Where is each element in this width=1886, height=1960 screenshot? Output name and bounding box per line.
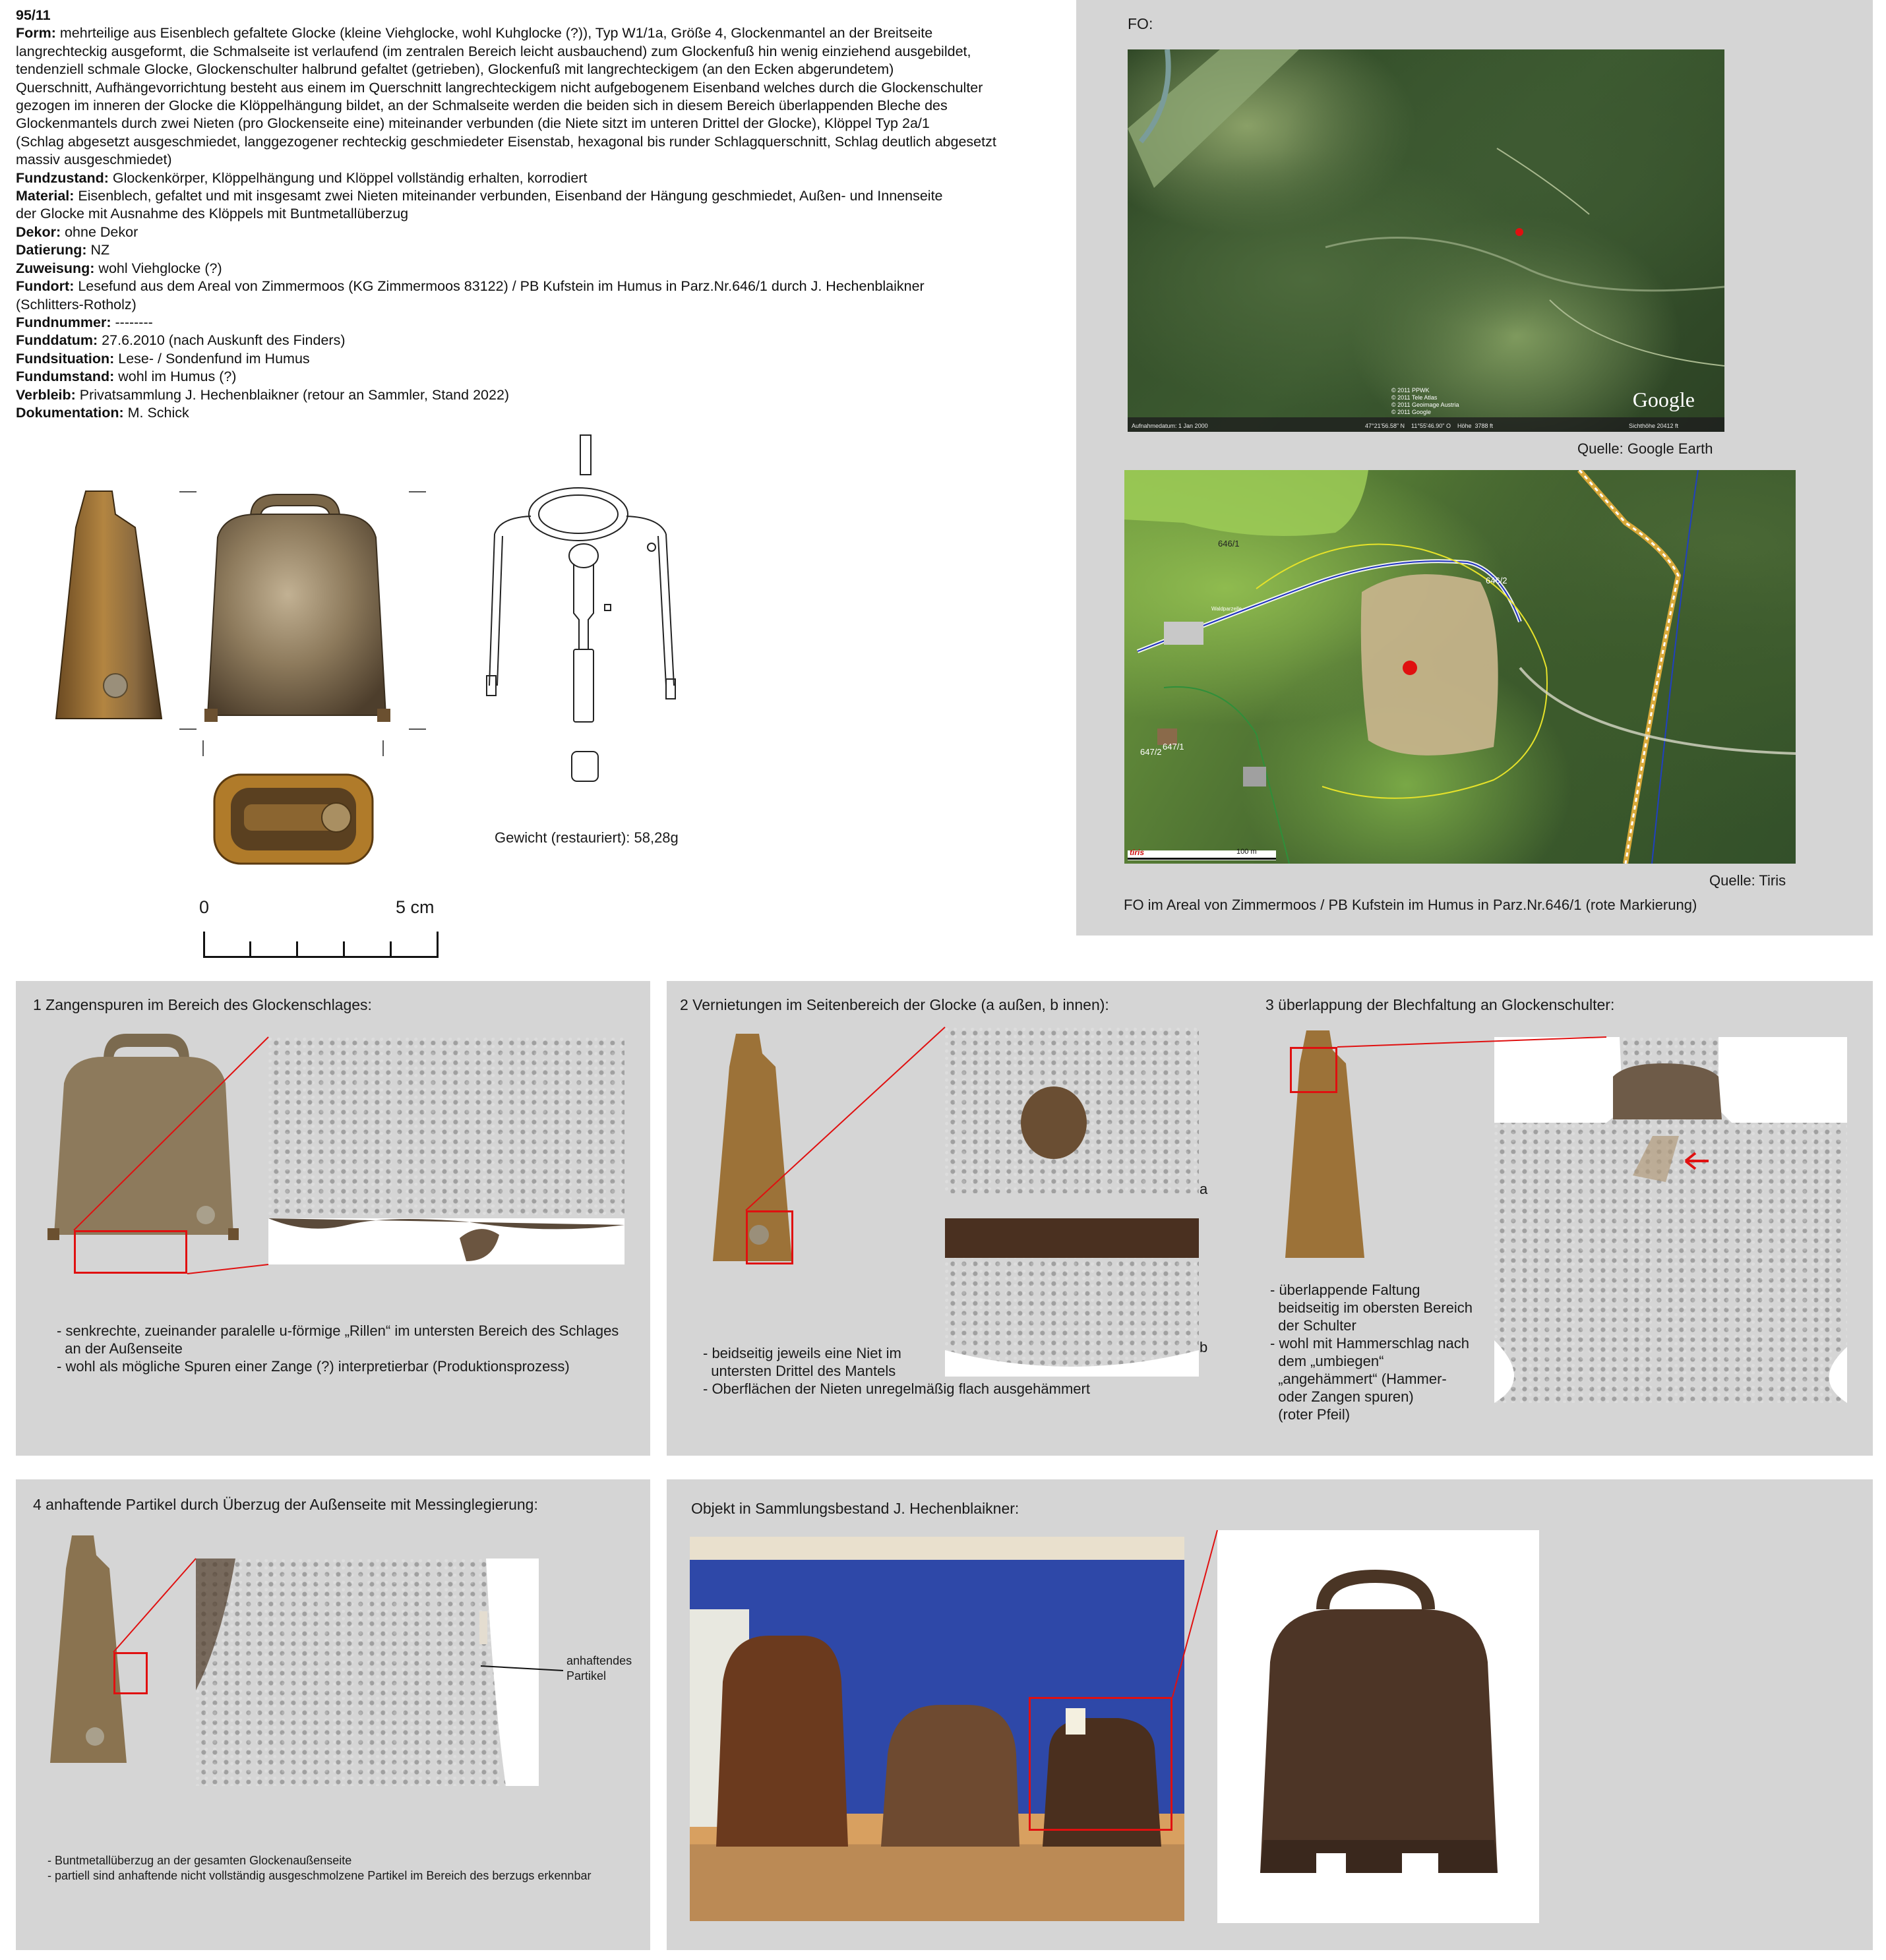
tiris-label-6472: 647/2 — [1140, 747, 1162, 757]
field-label: Material: — [16, 188, 75, 204]
panel-2-label-b: b — [1200, 1339, 1208, 1355]
find-spot-marker-tiris — [1403, 661, 1417, 675]
weight-label: Gewicht (restauriert): 58,28g — [495, 829, 679, 846]
description-line — [16, 241, 1071, 259]
field-value: Querschnitt, Aufhängevorrichtung besteht aus einem im Querschnitt langrechteckigem nicht aufgebogenem Eisenband welches durch die Glockenschulter — [16, 79, 983, 96]
panel-5-highlight-box — [1029, 1697, 1172, 1831]
description-line — [16, 133, 1071, 151]
panel-4-particles — [16, 1479, 650, 1950]
description-line — [16, 97, 1071, 115]
fo-caption: FO im Areal von Zimmermoos / PB Kufstein im Humus in Parz.Nr.646/1 (rote Markierung) — [1124, 897, 1697, 913]
description-line — [16, 332, 1071, 349]
field-value: -------- — [111, 314, 153, 330]
google-status-mid: 47°21'56.58" N 11°55'46.90" O Höhe 3788 ft — [1365, 423, 1493, 429]
fo-panel — [1076, 0, 1873, 935]
bell-front-view-photo — [198, 491, 396, 742]
bell-bottom-view-photo — [204, 765, 382, 874]
panel-4-notes: - Buntmetallüberzug an der gesamten Glockenaußenseite - partiell sind anhaftende nicht vollständig ausgeschmolzene Partikel im Bereich des berzugs erkennbar — [47, 1854, 592, 1882]
field-value: Eisenblech, gefaltet und mit insgesamt zwei Nieten miteinander verbunden, Eisenband der Hängung geschmiedet, Außen- und Innenseite — [74, 188, 943, 204]
field-value: ohne Dekor — [61, 223, 138, 240]
field-label: Fundort: — [16, 278, 75, 295]
description-line — [16, 205, 1071, 223]
field-value: M. Schick — [123, 404, 189, 421]
field-value: massiv ausgeschmiedet) — [16, 152, 172, 168]
scale-zero-label: 0 — [199, 897, 210, 917]
panel-2-heading: 2 Vernietungen im Seitenbereich der Glocke (a außen, b innen): — [680, 996, 1109, 1013]
field-value: Glockenkörper, Klöppelhängung und Klöppel vollständig erhalten, korrodiert — [108, 169, 588, 186]
field-value: Lese- / Sondenfund im Humus — [114, 350, 310, 367]
panel-2-notes: - beidseitig jeweils eine Niet im untersten Drittel des Mantels - Oberflächen der Nieten unregelmäßig flach ausgehämmert — [703, 1345, 1090, 1397]
tiris-map — [1124, 470, 1796, 864]
tiris-label-6461: 646/1 — [1218, 539, 1240, 549]
field-value: Privatsammlung J. Hechenblaikner (retour an Sammler, Stand 2022) — [75, 386, 510, 403]
panel-1-pliers-marks — [16, 981, 650, 1456]
field-value: (Schlitters-Rotholz) — [16, 296, 137, 312]
google-earth-map — [1128, 49, 1724, 432]
description-line — [16, 223, 1071, 241]
panel-3-highlight-box — [1290, 1047, 1337, 1093]
google-status-left: Aufnahmedatum: 1 Jan 2000 — [1132, 423, 1208, 429]
panel-5-heading: Objekt in Sammlungsbestand J. Hechenblaikner: — [691, 1500, 1019, 1517]
field-label: Dekor: — [16, 223, 61, 240]
tiris-logo: tiris — [1130, 848, 1145, 857]
field-value: der Glocke mit Ausnahme des Klöppels mit Buntmetallüberzug — [16, 206, 409, 222]
google-copyright: © 2011 PPWK © 2011 Tele Atlas © 2011 Geoimage Austria © 2011 Google — [1391, 387, 1459, 415]
panel-3-heading: 3 überlappung der Blechfaltung an Glockenschulter: — [1265, 996, 1615, 1013]
field-label: Funddatum: — [16, 332, 98, 349]
tiris-label-waldparzelle: Waldparzelle — [1211, 606, 1242, 612]
panel-1-detail-photo — [268, 1037, 624, 1264]
panel-3-overlap — [1250, 981, 1873, 1456]
description-line — [16, 61, 1071, 78]
description-line — [16, 115, 1071, 133]
panel-1-notes: - senkrechte, zueinander paralelle u-förmige „Rillen“ im untersten Bereich des Schlages an der Außenseite - wohl als mögliche Spuren einer Zange (?) interpretierbar (Produktionsprozess) — [57, 1322, 619, 1375]
object-id: 95/11 — [16, 7, 51, 23]
scale-five-label: 5 cm — [396, 897, 435, 917]
collection-bell-closeup-photo — [1217, 1530, 1539, 1923]
panel-2-highlight-box — [746, 1210, 793, 1264]
description-line — [16, 43, 1071, 61]
field-label: Datierung: — [16, 242, 87, 258]
description-line — [16, 314, 1071, 332]
field-label: Fundnummer: — [16, 314, 111, 330]
field-value: gezogen im inneren der Glocke die Klöppelhängung bildet, an der Schmalseite werden die beiden sich in diesem Bereich überlappenden Bleche des — [16, 98, 948, 114]
field-value: mehrteilige aus Eisenblech gefaltete Glocke (kleine Viehglocke, wohl Kuhglocke (?)), Typ W1/1a, Größe 4, Glockenmantel an der Breitseite — [55, 25, 933, 42]
panel-1-heading: 1 Zangenspuren im Bereich des Glockenschlages: — [33, 996, 372, 1013]
description-line — [16, 260, 1071, 278]
tiris-scale-label: 100 m — [1236, 848, 1257, 856]
panel-5-collection — [667, 1479, 1873, 1950]
source-google: Quelle: Google Earth — [1577, 440, 1713, 457]
panel-2-label-a: a — [1200, 1181, 1208, 1197]
description-line — [16, 404, 1071, 422]
description-line — [16, 386, 1071, 404]
panel-3-notes: - überlappende Faltung beidseitig im obersten Bereich der Schulter - wohl mit Hammerschlag nach dem „umbiegen“ „angehämmert“ (Hammer- oder Zangen spuren) (roter Pfeil) — [1270, 1282, 1473, 1423]
field-value: wohl im Humus (?) — [114, 369, 237, 385]
bell-side-view-photo — [49, 488, 168, 732]
field-value: Glockenmantels durch zwei Nieten (pro Glockenseite eine) miteinander verbunden (die Niete sitzt im unteren Drittel der Glocke), Klöppel Typ 2a/1 — [16, 115, 930, 132]
description-line — [16, 278, 1071, 295]
field-label: Fundzustand: — [16, 169, 109, 186]
field-label: Dokumentation: — [16, 404, 124, 421]
panel-4-heading: 4 anhaftende Partikel durch Überzug der Außenseite mit Messinglegierung: — [33, 1496, 538, 1513]
find-spot-marker — [1515, 228, 1523, 236]
object-description — [16, 7, 1071, 422]
field-label: Zuweisung: — [16, 260, 95, 276]
field-label: Verbleib: — [16, 386, 76, 403]
panel-4-bell-side-photo — [42, 1532, 135, 1769]
panel-3-detail-photo — [1494, 1037, 1847, 1403]
panel-2-detail-a-photo — [945, 1027, 1199, 1193]
field-value: wohl Viehglocke (?) — [94, 260, 222, 276]
field-value: 27.6.2010 (nach Auskunft des Finders) — [98, 332, 346, 349]
description-line — [16, 24, 1071, 42]
description-line — [16, 169, 1071, 187]
field-value: tendenziell schmale Glocke, Glockenschulter halbrund gefaltet (getrieben), Glockenfuß mit langrechteckigem (an den Ecken abgerundetem) — [16, 61, 894, 78]
field-label: Fundumstand: — [16, 369, 115, 385]
fo-title: FO: — [1128, 15, 1153, 32]
panel-4-detail-photo — [196, 1559, 539, 1786]
description-line — [16, 187, 1071, 205]
google-watermark: Google — [1632, 388, 1695, 411]
bell-technical-drawing — [481, 432, 692, 801]
panel-2-rivets — [667, 981, 1301, 1456]
description-lines — [16, 24, 1071, 422]
tiris-label-6462: 646/2 — [1486, 576, 1507, 585]
field-value: Lesefund aus dem Areal von Zimmermoos (KG Zimmermoos 83122) / PB Kufstein im Humus in Parz.Nr.646/1 durch J. Hechenblaikner — [74, 278, 925, 295]
field-value: (Schlag abgesetzt ausgeschmiedet, langgezogener rechteckig geschmiedeter Eisenstab, hexagonal bis runder Schlagquerschnitt, Schlag deutlich abgesetzt — [16, 133, 996, 150]
description-line — [16, 151, 1071, 169]
description-line — [16, 368, 1071, 386]
description-line — [16, 350, 1071, 368]
tiris-label-6471: 647/1 — [1163, 742, 1184, 752]
panel-4-callout: anhaftendes Partikel — [566, 1654, 632, 1682]
field-value: langrechteckig ausgeformt, die Schmalseite ist verlaufend (im zentralen Bereich leicht ausbauchend) zum Glockenfuß hin wenig einziehend ausgebildet, — [16, 43, 971, 59]
google-status-right: Sichthöhe 20412 ft — [1629, 423, 1679, 429]
description-line — [16, 79, 1071, 97]
description-line — [16, 296, 1071, 314]
field-label: Form: — [16, 25, 56, 42]
field-value: NZ — [86, 242, 110, 258]
field-label: Fundsituation: — [16, 350, 115, 367]
panel-4-highlight-box — [113, 1652, 148, 1694]
source-tiris: Quelle: Tiris — [1709, 872, 1786, 889]
panel-1-highlight-box — [74, 1230, 187, 1274]
